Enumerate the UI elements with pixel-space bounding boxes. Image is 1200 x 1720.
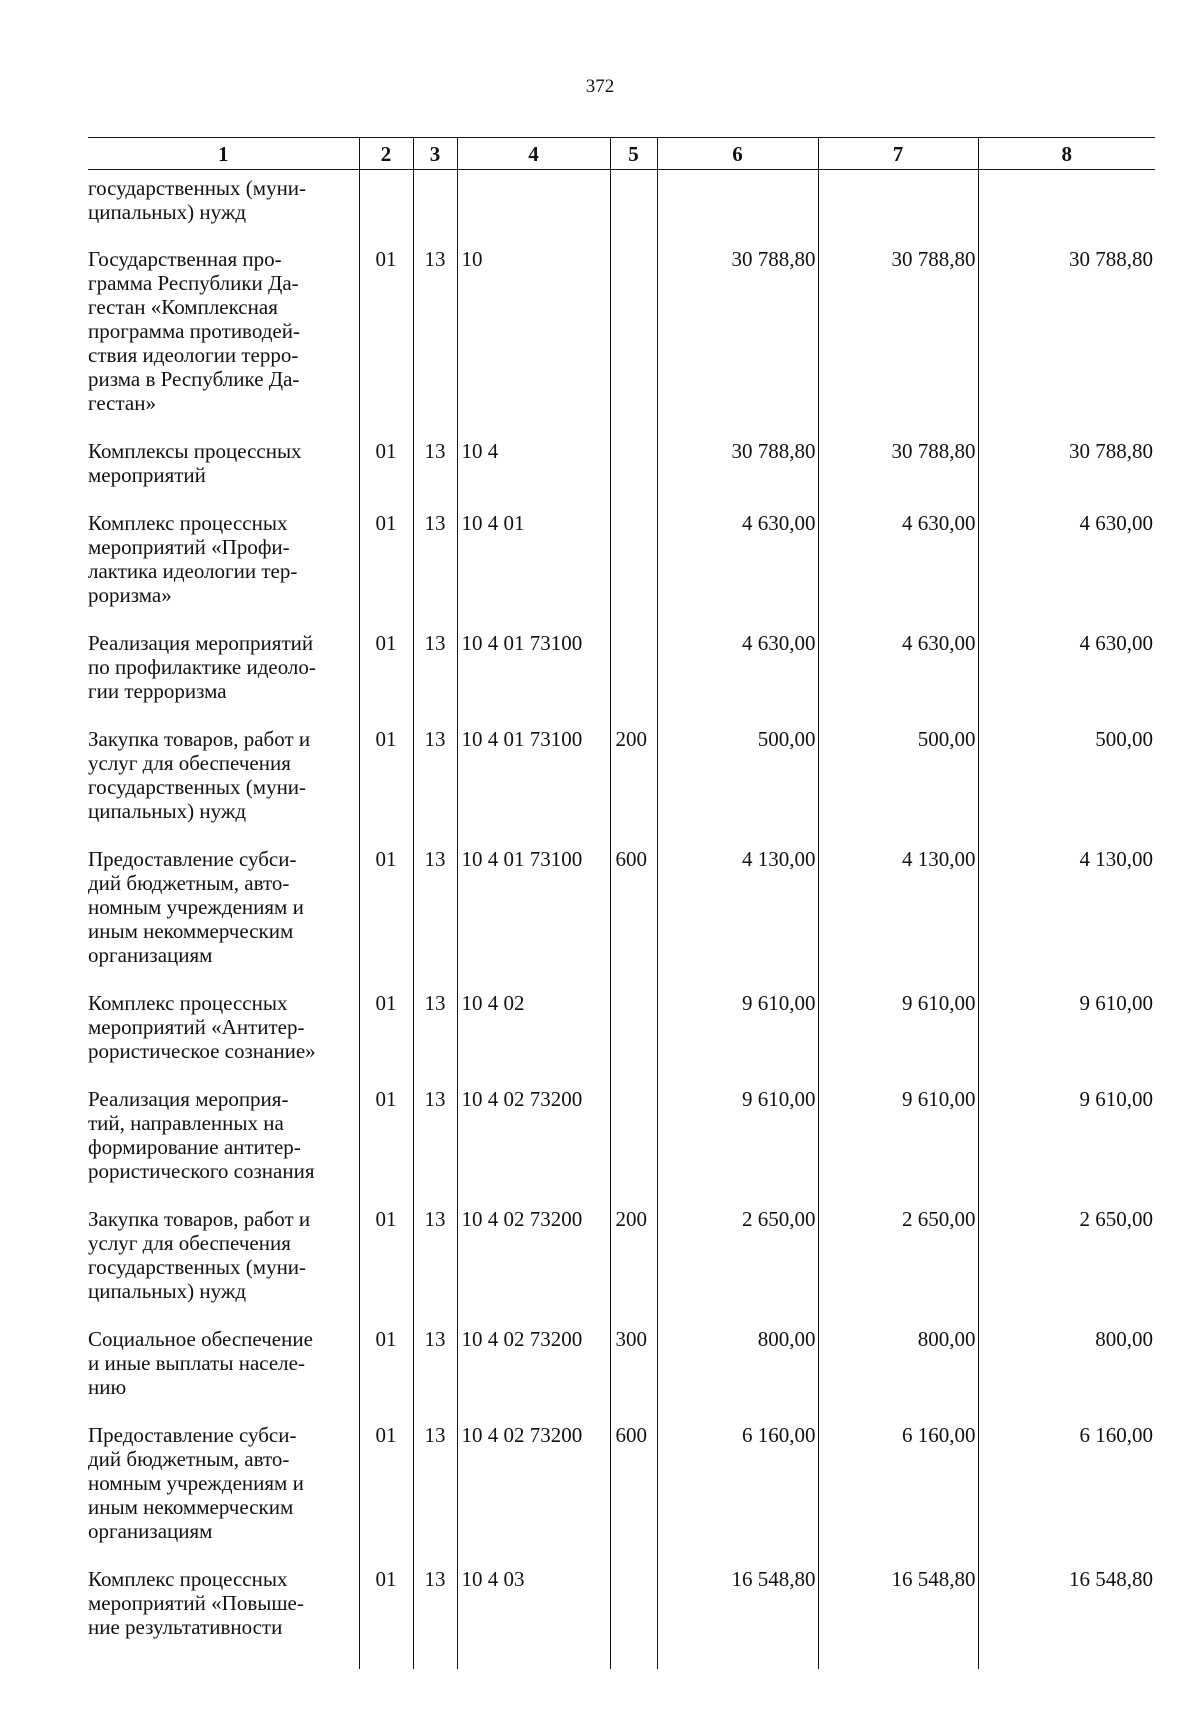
subsection-code: 13 — [413, 624, 457, 720]
amount-col-8: 30 788,80 — [978, 240, 1155, 432]
amount-col-6: 30 788,80 — [657, 432, 818, 504]
row-description: Социальное обеспечение и иные выплаты населе- нию — [88, 1327, 313, 1399]
amount-col-7: 500,00 — [818, 720, 978, 840]
target-article-code: 10 4 01 73100 — [457, 720, 610, 840]
target-article-code: 10 4 01 73100 — [457, 840, 610, 984]
target-article-code: 10 4 02 73200 — [457, 1200, 610, 1320]
table-row — [88, 1200, 1155, 1320]
subsection-code: 13 — [413, 840, 457, 984]
target-article-code: 10 4 01 73100 — [457, 624, 610, 720]
table-body — [88, 170, 1155, 1670]
expense-type-code: 200 — [610, 1200, 657, 1320]
amount-col-8: 9 610,00 — [978, 984, 1155, 1080]
amount-col-8: 2 650,00 — [978, 1200, 1155, 1320]
table-row — [88, 1320, 1155, 1416]
row-description: Реализация мероприятий по профилактике идеоло- гии терроризма — [88, 631, 316, 703]
amount-col-8: 800,00 — [978, 1320, 1155, 1416]
target-article-code: 10 4 — [457, 432, 610, 504]
target-article-code — [457, 170, 610, 241]
amount-col-7: 4 130,00 — [818, 840, 978, 984]
row-description: государственных (муни- ципальных) нужд — [88, 176, 307, 224]
expense-type-code: 200 — [610, 720, 657, 840]
amount-col-7: 6 160,00 — [818, 1416, 978, 1560]
expense-type-code — [610, 1560, 657, 1669]
header-col-4: 4 — [457, 138, 610, 170]
amount-col-7: 800,00 — [818, 1320, 978, 1416]
amount-col-7: 2 650,00 — [818, 1200, 978, 1320]
section-code: 01 — [359, 1416, 413, 1560]
target-article-code: 10 4 02 73200 — [457, 1416, 610, 1560]
row-description: Комплекс процессных мероприятий «Антитер- рористическое сознание» — [88, 991, 316, 1063]
amount-col-8: 9 610,00 — [978, 1080, 1155, 1200]
table-row — [88, 432, 1155, 504]
row-description: Комплекс процессных мероприятий «Профи- лактика идеологии тер- роризма» — [88, 511, 298, 607]
row-description: Предоставление субси- дий бюджетным, авто- номным учреждениям и иным некоммерческим организациям — [88, 847, 304, 967]
table-row — [88, 170, 1155, 241]
section-code: 01 — [359, 720, 413, 840]
header-col-7: 7 — [818, 138, 978, 170]
header-col-8: 8 — [978, 138, 1155, 170]
table-row — [88, 720, 1155, 840]
amount-col-7: 30 788,80 — [818, 240, 978, 432]
expense-type-code — [610, 432, 657, 504]
expense-type-code — [610, 1080, 657, 1200]
amount-col-6: 6 160,00 — [657, 1416, 818, 1560]
subsection-code: 13 — [413, 1200, 457, 1320]
table-row — [88, 624, 1155, 720]
amount-col-6: 9 610,00 — [657, 984, 818, 1080]
subsection-code: 13 — [413, 1320, 457, 1416]
row-description: Реализация мероприя- тий, направленных на формирование антитер- рористического сознания — [88, 1087, 315, 1183]
header-col-6: 6 — [657, 138, 818, 170]
section-code: 01 — [359, 1080, 413, 1200]
target-article-code: 10 — [457, 240, 610, 432]
amount-col-6: 16 548,80 — [657, 1560, 818, 1669]
amount-col-8 — [978, 170, 1155, 241]
target-article-code: 10 4 02 73200 — [457, 1080, 610, 1200]
target-article-code: 10 4 01 — [457, 504, 610, 624]
table-row — [88, 1560, 1155, 1669]
subsection-code: 13 — [413, 1560, 457, 1669]
amount-col-7: 4 630,00 — [818, 624, 978, 720]
target-article-code: 10 4 03 — [457, 1560, 610, 1669]
expense-type-code: 600 — [610, 840, 657, 984]
amount-col-7: 30 788,80 — [818, 432, 978, 504]
amount-col-7: 9 610,00 — [818, 1080, 978, 1200]
expense-type-code — [610, 984, 657, 1080]
expense-type-code — [610, 624, 657, 720]
amount-col-8: 4 630,00 — [978, 504, 1155, 624]
row-description: Закупка товаров, работ и услуг для обеспечения государственных (муни- ципальных) нужд — [88, 727, 311, 823]
section-code: 01 — [359, 1320, 413, 1416]
subsection-code: 13 — [413, 1080, 457, 1200]
section-code: 01 — [359, 1200, 413, 1320]
expense-type-code — [610, 240, 657, 432]
table-row — [88, 240, 1155, 432]
subsection-code: 13 — [413, 504, 457, 624]
header-row — [88, 138, 1155, 170]
header-col-3: 3 — [413, 138, 457, 170]
row-description: Комплексы процессных мероприятий — [88, 439, 302, 487]
budget-table — [88, 137, 1155, 1669]
amount-col-7: 9 610,00 — [818, 984, 978, 1080]
subsection-code: 13 — [413, 1416, 457, 1560]
subsection-code: 13 — [413, 432, 457, 504]
expense-type-code: 300 — [610, 1320, 657, 1416]
expense-type-code — [610, 504, 657, 624]
header-col-2: 2 — [359, 138, 413, 170]
row-description: Закупка товаров, работ и услуг для обеспечения государственных (муни- ципальных) нужд — [88, 1207, 311, 1303]
amount-col-8: 6 160,00 — [978, 1416, 1155, 1560]
row-description: Комплекс процессных мероприятий «Повыше- ние результативности — [88, 1567, 304, 1639]
target-article-code: 10 4 02 73200 — [457, 1320, 610, 1416]
amount-col-6: 800,00 — [657, 1320, 818, 1416]
section-code — [359, 170, 413, 241]
amount-col-6: 2 650,00 — [657, 1200, 818, 1320]
row-description: Предоставление субси- дий бюджетным, авто- номным учреждениям и иным некоммерческим организациям — [88, 1423, 304, 1543]
amount-col-6: 4 130,00 — [657, 840, 818, 984]
section-code: 01 — [359, 240, 413, 432]
amount-col-6: 4 630,00 — [657, 624, 818, 720]
section-code: 01 — [359, 432, 413, 504]
subsection-code: 13 — [413, 240, 457, 432]
section-code: 01 — [359, 840, 413, 984]
header-col-5: 5 — [610, 138, 657, 170]
section-code: 01 — [359, 504, 413, 624]
table-row — [88, 840, 1155, 984]
amount-col-6: 500,00 — [657, 720, 818, 840]
section-code: 01 — [359, 1560, 413, 1669]
table-row — [88, 984, 1155, 1080]
amount-col-8: 500,00 — [978, 720, 1155, 840]
target-article-code: 10 4 02 — [457, 984, 610, 1080]
amount-col-6: 9 610,00 — [657, 1080, 818, 1200]
subsection-code: 13 — [413, 720, 457, 840]
subsection-code: 13 — [413, 984, 457, 1080]
page-number: 372 — [585, 76, 615, 97]
expense-type-code — [610, 170, 657, 241]
amount-col-8: 4 130,00 — [978, 840, 1155, 984]
expense-type-code: 600 — [610, 1416, 657, 1560]
table-row — [88, 504, 1155, 624]
row-description: Государственная про- грамма Республики Да- гестан «Комплексная программа противодей- ствия идеологии терро- ризма в Республике Да- гестан» — [88, 247, 300, 415]
subsection-code — [413, 170, 457, 241]
amount-col-7: 4 630,00 — [818, 504, 978, 624]
amount-col-8: 4 630,00 — [978, 624, 1155, 720]
amount-col-6: 30 788,80 — [657, 240, 818, 432]
section-code: 01 — [359, 984, 413, 1080]
amount-col-6 — [657, 170, 818, 241]
amount-col-7 — [818, 170, 978, 241]
section-code: 01 — [359, 624, 413, 720]
amount-col-8: 30 788,80 — [978, 432, 1155, 504]
table-row — [88, 1080, 1155, 1200]
amount-col-6: 4 630,00 — [657, 504, 818, 624]
amount-col-7: 16 548,80 — [818, 1560, 978, 1669]
header-col-1: 1 — [88, 138, 359, 170]
amount-col-8: 16 548,80 — [978, 1560, 1155, 1669]
table-row — [88, 1416, 1155, 1560]
